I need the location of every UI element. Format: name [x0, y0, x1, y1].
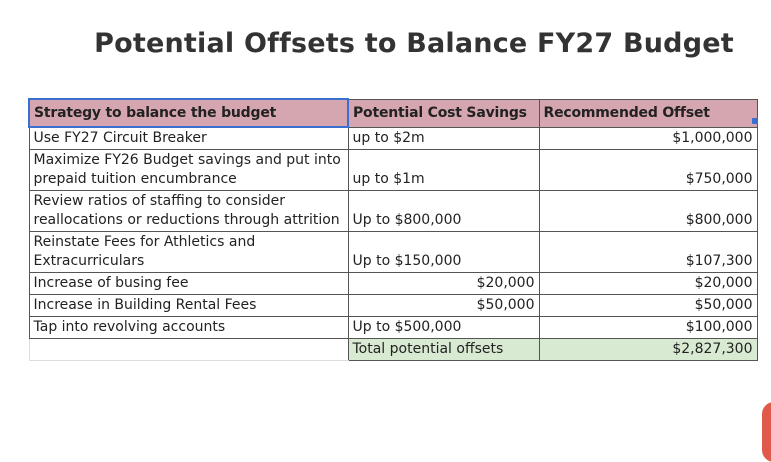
strategy-cell[interactable]: Tap into revolving accounts — [29, 317, 348, 339]
strategy-cell[interactable]: Maximize FY26 Budget savings and put into prepaid tuition encumbrance — [29, 150, 348, 191]
strategy-cell[interactable]: Use FY27 Circuit Breaker — [29, 127, 348, 150]
table-row — [29, 295, 757, 317]
offset-cell[interactable]: $750,000 — [539, 150, 757, 191]
total-row — [29, 339, 757, 361]
savings-cell[interactable]: up to $2m — [348, 127, 539, 150]
savings-cell[interactable]: up to $1m — [348, 150, 539, 191]
savings-cell[interactable]: Up to $500,000 — [348, 317, 539, 339]
corner-decoration — [762, 402, 771, 462]
offset-cell[interactable]: $50,000 — [539, 295, 757, 317]
table-row — [29, 150, 757, 191]
strategy-cell[interactable]: Increase of busing fee — [29, 273, 348, 295]
offset-cell[interactable]: $100,000 — [539, 317, 757, 339]
header-recommended-offset[interactable]: Recommended Offset — [539, 99, 757, 127]
selection-handle[interactable] — [752, 118, 758, 124]
savings-cell[interactable]: $50,000 — [348, 295, 539, 317]
header-potential-savings[interactable]: Potential Cost Savings — [348, 99, 539, 127]
savings-cell[interactable]: Up to $150,000 — [348, 232, 539, 273]
savings-cell[interactable]: Up to $800,000 — [348, 191, 539, 232]
table-header-row — [29, 99, 757, 127]
slide-title: Potential Offsets to Balance FY27 Budget — [94, 28, 734, 59]
blank-cell[interactable] — [29, 339, 348, 361]
header-strategy[interactable]: Strategy to balance the budget — [29, 99, 348, 127]
offset-cell[interactable]: $107,300 — [539, 232, 757, 273]
table-row — [29, 191, 757, 232]
table-row — [29, 127, 757, 150]
table-row — [29, 317, 757, 339]
offsets-table — [28, 98, 758, 361]
table-row — [29, 232, 757, 273]
offset-cell[interactable]: $1,000,000 — [539, 127, 757, 150]
table-row — [29, 273, 757, 295]
offset-cell[interactable]: $800,000 — [539, 191, 757, 232]
total-label[interactable]: Total potential offsets — [348, 339, 539, 361]
strategy-cell[interactable]: Review ratios of staffing to consider reallocations or reductions through attrition — [29, 191, 348, 232]
strategy-cell[interactable]: Increase in Building Rental Fees — [29, 295, 348, 317]
savings-cell[interactable]: $20,000 — [348, 273, 539, 295]
strategy-cell[interactable]: Reinstate Fees for Athletics and Extracurriculars — [29, 232, 348, 273]
offset-cell[interactable]: $20,000 — [539, 273, 757, 295]
total-value[interactable]: $2,827,300 — [539, 339, 757, 361]
